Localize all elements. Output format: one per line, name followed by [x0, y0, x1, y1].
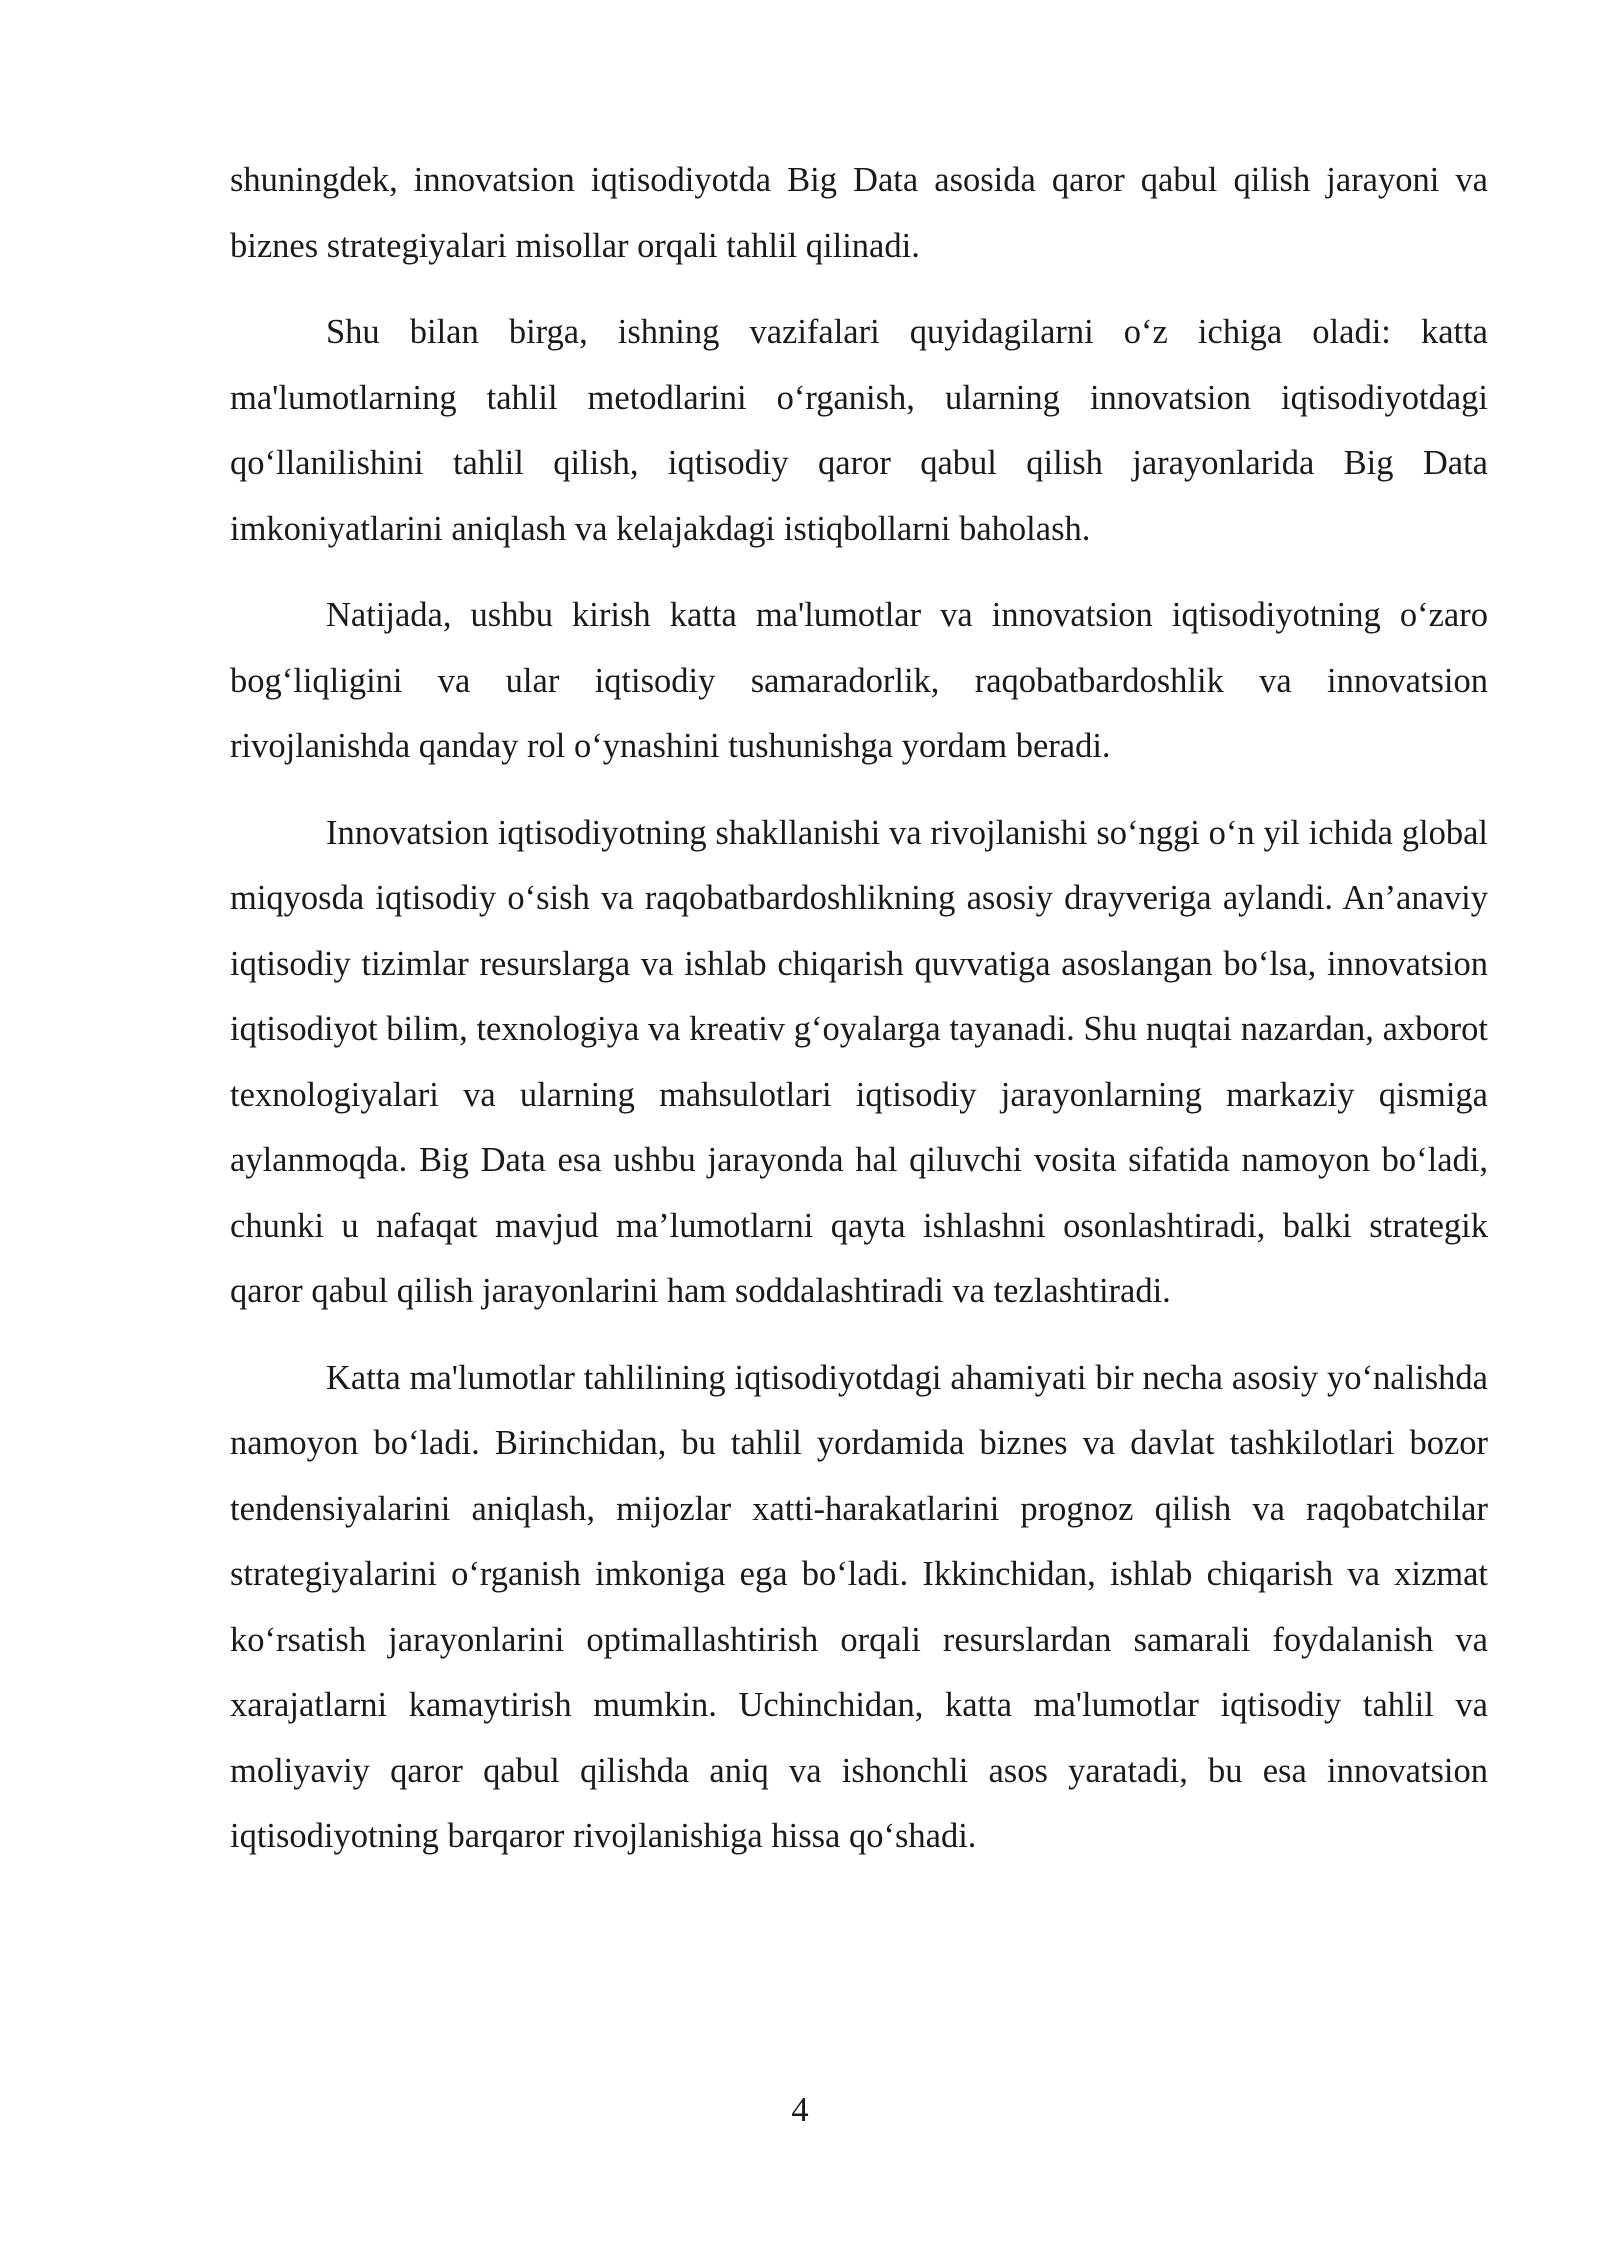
paragraph-4: Innovatsion iqtisodiyotning shakllanishi va rivojlanishi so‘nggi o‘n yil ichida global miqyosda iqtisodiy o‘sish va raqobatbardoshlikning asosiy drayveriga aylandi. An’anaviy iqtisodiy tizimlar resurslarga va ishlab chiqarish quvvatiga asoslangan bo‘lsa, innovatsion iqtisodiyot bilim, texnologiya va kreativ g‘oyalarga tayanadi. Shu nuqtai nazardan, axborot texnologiyalari va ularning mahsulotlari iqtisodiy jarayonlarning markaziy qismiga aylanmoqda. Big Data esa ushbu jarayonda hal qiluvchi vosita sifatida namoyon bo‘ladi, chunki u nafaqat mavjud ma’lumotlarni qayta ishlashni osonlashtiradi, balki strategik qaror qabul qilish jarayonlarini ham soddalashtiradi va tezlashtiradi. [230, 813, 1488, 1310]
paragraph-1: shuningdek, innovatsion iqtisodiyotda Big Data asosida qaror qabul qilish jarayoni va biznes strategiyalari misollar orqali tahlil qilinadi. [230, 161, 1488, 265]
paragraph-3: Natijada, ushbu kirish katta ma'lumotlar va innovatsion iqtisodiyotning o‘zaro bog‘liqligini va ular iqtisodiy samaradorlik, raqobatbardoshlik va innovatsion rivojlanishda qanday rol o‘ynashini tushunishga yordam beradi. [230, 596, 1488, 765]
body-text [230, 148, 1488, 1891]
page-number: 4 [791, 2091, 809, 2129]
paragraph-5: Katta ma'lumotlar tahlilining iqtisodiyotdagi ahamiyati bir necha asosiy yo‘nalishda namoyon bo‘ladi. Birinchidan, bu tahlil yordamida biznes va davlat tashkilotlari bozor tendensiyalarini aniqlash, mijozlar xatti-harakatlarini prognoz qilish va raqobatchilar strategiyalarini o‘rganish imkoniga ega bo‘ladi. Ikkinchidan, ishlab chiqarish va xizmat ko‘rsatish jarayonlarini optimallashtirish orqali resurslardan samarali foydalanish va xarajatlarni kamaytirish mumkin. Uchinchidan, katta ma'lumotlar iqtisodiy tahlil va moliyaviy qaror qabul qilishda aniq va ishonchli asos yaratadi, bu esa innovatsion iqtisodiyotning barqaror rivojlanishiga hissa qo‘shadi. [230, 1358, 1488, 1855]
paragraph-2: Shu bilan birga, ishning vazifalari quyidagilarni o‘z ichiga oladi: katta ma'lumotlarning tahlil metodlarini o‘rganish, ularning innovatsion iqtisodiyotdagi qo‘llanilishini tahlil qilish, iqtisodiy qaror qabul qilish jarayonlarida Big Data imkoniyatlarini aniqlash va kelajakdagi istiqbollarni baholash. [230, 313, 1488, 548]
